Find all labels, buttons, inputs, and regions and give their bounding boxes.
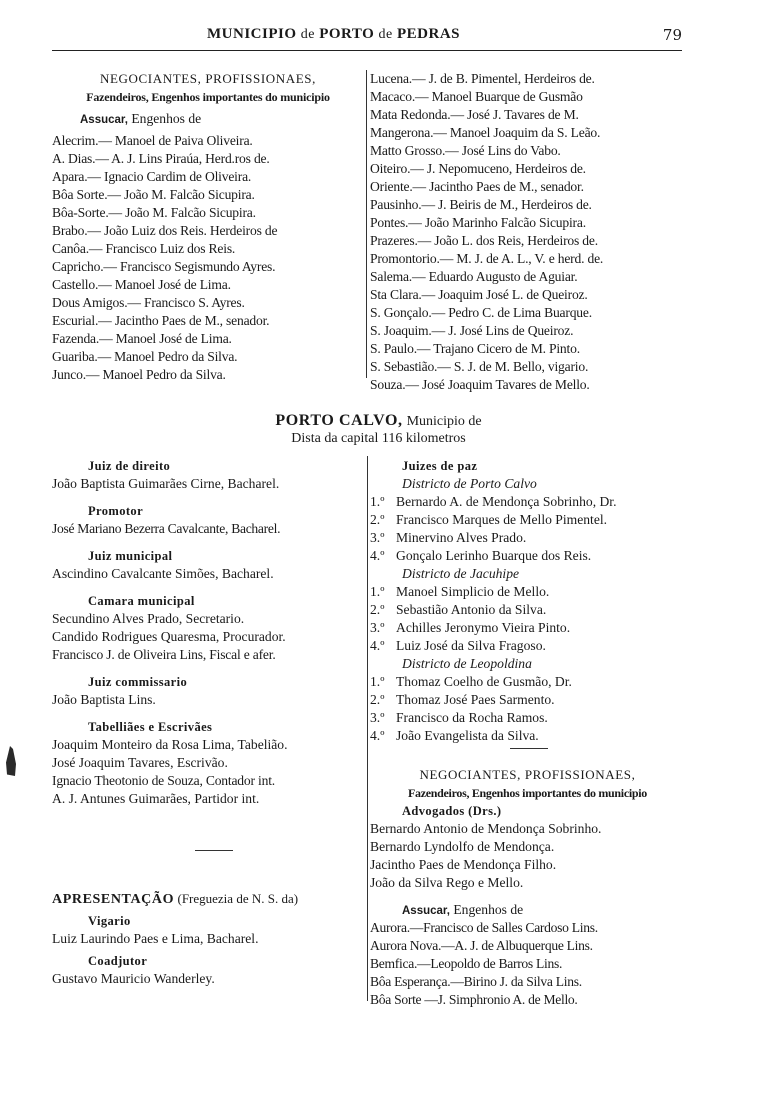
juiz-paz-entry (370, 583, 685, 601)
juiz-name: Sebastião Antonio da Silva. (396, 602, 547, 617)
ordinal-number: 4.º (370, 548, 385, 563)
juiz-name: Bernardo A. de Mendonça Sobrinho, Dr. (396, 494, 617, 509)
engenho-entry: Fazenda.— Manoel José de Lima. (52, 331, 232, 346)
short-divider-right (510, 748, 548, 749)
juiz-paz-entry (370, 493, 685, 511)
advogados-list (370, 820, 685, 892)
juiz-name: Francisco Marques de Mello Pimentel. (396, 512, 608, 527)
engenho-entry: Macaco.— Manoel Buarque de Gusmão (370, 89, 583, 104)
juiz-name: Manoel Simplicio de Mello. (396, 584, 550, 599)
districto-leopoldina-list (370, 673, 685, 745)
ordinal-number: 4.º (370, 728, 385, 743)
title-word-de-1: de (300, 27, 315, 42)
engenho-entry: Bôa Sorte —J. Simphronio A. de Mello. (370, 992, 578, 1007)
juiz-name: João Evangelista da Silva. (396, 728, 539, 743)
porto-calvo-title-rest: Municipio de (406, 414, 482, 429)
header-rule (52, 50, 682, 51)
tabelliao-entry: A. J. Antunes Guimarães, Partidor int. (52, 791, 260, 806)
negociantes-heading-2: NEGOCIANTES, PROFISSIONAES, (419, 767, 636, 782)
top-left-engenhos-list (52, 132, 364, 384)
tabelliaes-heading: Tabelliães e Escrivães (88, 720, 213, 734)
coadjutor-heading: Coadjutor (88, 954, 148, 968)
juiz-paz-entry (370, 709, 685, 727)
juiz-paz-entry (370, 637, 685, 655)
acucar-rest: Engenhos de (131, 111, 202, 126)
engenho-entry: S. Sebastião.— S. J. de M. Bello, vigario. (370, 359, 589, 374)
camara-member: Candido Rodrigues Quaresma, Procurador. (52, 629, 286, 644)
juiz-paz-entry (370, 547, 685, 565)
districto-leopoldina-heading: Districto de Leopoldina (402, 656, 532, 671)
districto-porto-calvo-heading: Districto de Porto Calvo (402, 476, 537, 491)
acucar-label: Assucar, (80, 114, 128, 126)
engenho-entry: Bôa Esperança.—Birino J. da Silva Lins. (370, 974, 582, 989)
column-divider-bottom (367, 456, 368, 1001)
juiz-name: Achilles Jeronymo Vieira Pinto. (396, 620, 571, 635)
tabelliao-entry: José Joaquim Tavares, Escrivão. (52, 755, 228, 770)
engenho-entry: Apara.— Ignacio Cardim de Oliveira. (52, 169, 252, 184)
ordinal-number: 2.º (370, 512, 385, 527)
column-divider-top (366, 70, 367, 378)
ordinal-number: 2.º (370, 692, 385, 707)
engenho-entry: Souza.— José Joaquim Tavares de Mello. (370, 377, 590, 392)
acucar-rest-2: Engenhos de (453, 902, 524, 917)
juiz-paz-entry (370, 529, 685, 547)
engenho-entry: Guariba.— Manoel Pedro da Silva. (52, 349, 238, 364)
juiz-paz-entry (370, 511, 685, 529)
acucar-label-2: Assucar, (402, 905, 450, 917)
juiz-name: Thomaz Coelho de Gusmão, Dr. (396, 674, 572, 689)
engenho-entry: Prazeres.— João L. dos Reis, Herdeiros de. (370, 233, 598, 248)
camara-heading: Camara municipal (88, 594, 195, 608)
engenho-entry: S. Joaquim.— J. José Lins de Queiroz. (370, 323, 574, 338)
juiz-direito-heading: Juiz de direito (88, 459, 171, 473)
top-right-engenhos-list (370, 70, 682, 394)
engenho-entry: Sta Clara.— Joaquim José L. de Queiroz. (370, 287, 588, 302)
advogado-entry: Bernardo Antonio de Mendonça Sobrinho. (370, 821, 602, 836)
districto-jacuhipe-list (370, 583, 685, 655)
juiz-name: Gonçalo Lerinho Buarque dos Reis. (396, 548, 592, 563)
ordinal-number: 1.º (370, 494, 385, 509)
juiz-paz-entry (370, 619, 685, 637)
advogado-entry: Bernardo Lyndolfo de Mendonça. (370, 839, 555, 854)
ordinal-number: 1.º (370, 674, 385, 689)
bottom-right-negociantes (370, 766, 685, 1009)
apresentacao-freguezia: (Freguezia de N. S. da) (177, 891, 299, 906)
title-word-pedras: PEDRAS (396, 26, 460, 42)
engenho-entry: Mata Redonda.— José J. Tavares de M. (370, 107, 579, 122)
ordinal-number: 1.º (370, 584, 385, 599)
camara-member: Secundino Alves Prado, Secretario. (52, 611, 245, 626)
negociantes-subheading: Fazendeiros, Engenhos importantes do municipio (86, 90, 330, 104)
engenho-entry: Capricho.— Francisco Segismundo Ayres. (52, 259, 276, 274)
engenho-entry: Pontes.— João Marinho Falcão Sicupira. (370, 215, 586, 230)
juiz-paz-entry (370, 727, 685, 745)
juiz-comissario-heading: Juiz commissario (88, 675, 188, 689)
vigario-name: Luiz Laurindo Paes e Lima, Bacharel. (52, 931, 259, 946)
bottom-right-column (370, 457, 685, 745)
juiz-paz-entry (370, 691, 685, 709)
camara-member: Francisco J. de Oliveira Lins, Fiscal e afer. (52, 647, 276, 662)
engenho-entry: Canôa.— Francisco Luiz dos Reis. (52, 241, 236, 256)
engenho-entry: Oiteiro.— J. Nepomuceno, Herdeiros de. (370, 161, 586, 176)
negociantes-heading: NEGOCIANTES, PROFISSIONAES, (100, 71, 316, 86)
engenho-entry: Pausinho.— J. Beiris de M., Herdeiros de. (370, 197, 592, 212)
engenho-entry: Dous Amigos.— Francisco S. Ayres. (52, 295, 245, 310)
juiz-name: Luiz José da Silva Fragoso. (396, 638, 546, 653)
juiz-municipal-heading: Juiz municipal (88, 549, 173, 563)
juiz-name: Minervino Alves Prado. (396, 530, 527, 545)
engenho-entry: Junco.— Manoel Pedro da Silva. (52, 367, 226, 382)
juizes-paz-heading: Juizes de paz (402, 459, 478, 473)
ink-blot (6, 746, 16, 776)
ordinal-number: 3.º (370, 710, 385, 725)
engenho-entry: Lucena.— J. de B. Pimentel, Herdeiros de. (370, 71, 595, 86)
ordinal-number: 2.º (370, 602, 385, 617)
acucar-line (52, 110, 364, 128)
apresentacao-line (52, 890, 364, 908)
engenho-entry: Alecrim.— Manoel de Paiva Oliveira. (52, 133, 253, 148)
title-word-municipio: MUNICIPIO (207, 26, 297, 42)
engenho-entry: Brabo.— João Luiz dos Reis. Herdeiros de (52, 223, 278, 238)
title-word-de-2: de (378, 27, 393, 42)
engenho-entry: Oriente.— Jacintho Paes de M., senador. (370, 179, 584, 194)
negociantes-subheading-2: Fazendeiros, Engenhos importantes do municipio (407, 786, 647, 800)
apresentacao-section (52, 890, 364, 988)
engenho-entry: S. Paulo.— Trajano Cicero de M. Pinto. (370, 341, 580, 356)
coadjutor-name: Gustavo Mauricio Wanderley. (52, 971, 215, 986)
juiz-name: Thomaz José Paes Sarmento. (396, 692, 555, 707)
engenho-entry: Salema.— Eduardo Augusto de Aguiar. (370, 269, 578, 284)
engenho-entry: S. Gonçalo.— Pedro C. de Lima Buarque. (370, 305, 592, 320)
engenho-entry: Castello.— Manoel José de Lima. (52, 277, 231, 292)
advogado-entry: Jacintho Paes de Mendonça Filho. (370, 857, 557, 872)
juiz-paz-entry (370, 673, 685, 691)
districto-jacuhipe-heading: Districto de Jacuhipe (402, 566, 520, 581)
ordinal-number: 4.º (370, 638, 385, 653)
tabelliao-entry: Ignacio Theotonio de Souza, Contador int. (52, 773, 275, 788)
juiz-municipal-name: Ascindino Cavalcante Simões, Bacharel. (52, 566, 274, 581)
title-word-porto: PORTO (319, 26, 375, 42)
engenho-entry: Aurora.—Francisco de Salles Cardoso Lins. (370, 920, 598, 935)
bottom-left-column (52, 457, 364, 808)
advogados-heading: Advogados (Drs.) (402, 804, 502, 818)
porto-calvo-name: PORTO CALVO, (275, 412, 403, 429)
engenho-entry: Promontorio.— M. J. de A. L., V. e herd. de. (370, 251, 604, 266)
apresentacao-heading: APRESENTAÇÃO (52, 892, 175, 907)
juiz-direito-name: João Baptista Guimarães Cirne, Bacharel. (52, 476, 280, 491)
ordinal-number: 3.º (370, 620, 385, 635)
porto-calvo-distance: Dista da capital 116 kilometros (291, 431, 466, 446)
acucar-line-2 (370, 901, 685, 919)
vigario-heading: Vigario (88, 914, 131, 928)
short-divider-left (195, 850, 233, 851)
engenho-entry: Bôa Sorte.— João M. Falcão Sicupira. (52, 187, 255, 202)
engenho-entry: Bemfica.—Leopoldo de Barros Lins. (370, 956, 563, 971)
engenhos-list-2 (370, 919, 685, 1009)
top-right-column (370, 70, 682, 394)
running-title (207, 26, 460, 43)
engenho-entry: Mangerona.— Manoel Joaquim da S. Leão. (370, 125, 601, 140)
engenho-entry: Escurial.— Jacintho Paes de M., senador. (52, 313, 270, 328)
tabelliao-entry: Joaquim Monteiro da Rosa Lima, Tabelião. (52, 737, 288, 752)
ordinal-number: 3.º (370, 530, 385, 545)
promotor-heading: Promotor (88, 504, 144, 518)
districto-porto-calvo-list (370, 493, 685, 565)
porto-calvo-title (0, 412, 757, 430)
promotor-name: José Mariano Bezerra Cavalcante, Bacharel. (52, 521, 281, 536)
page-header (52, 24, 682, 46)
engenho-entry: Bôa-Sorte.— João M. Falcão Sicupira. (52, 205, 256, 220)
engenho-entry: Aurora Nova.—A. J. de Albuquerque Lins. (370, 938, 593, 953)
juiz-name: Francisco da Rocha Ramos. (396, 710, 548, 725)
engenho-entry: Matto Grosso.— José Lins do Vabo. (370, 143, 561, 158)
juiz-comissario-name: João Baptista Lins. (52, 692, 156, 707)
juiz-paz-entry (370, 601, 685, 619)
page-number: 79 (662, 26, 682, 44)
advogado-entry: João da Silva Rego e Mello. (370, 875, 524, 890)
top-left-column (52, 70, 364, 384)
engenho-entry: A. Dias.— A. J. Lins Piraúa, Herd.ros de. (52, 151, 270, 166)
